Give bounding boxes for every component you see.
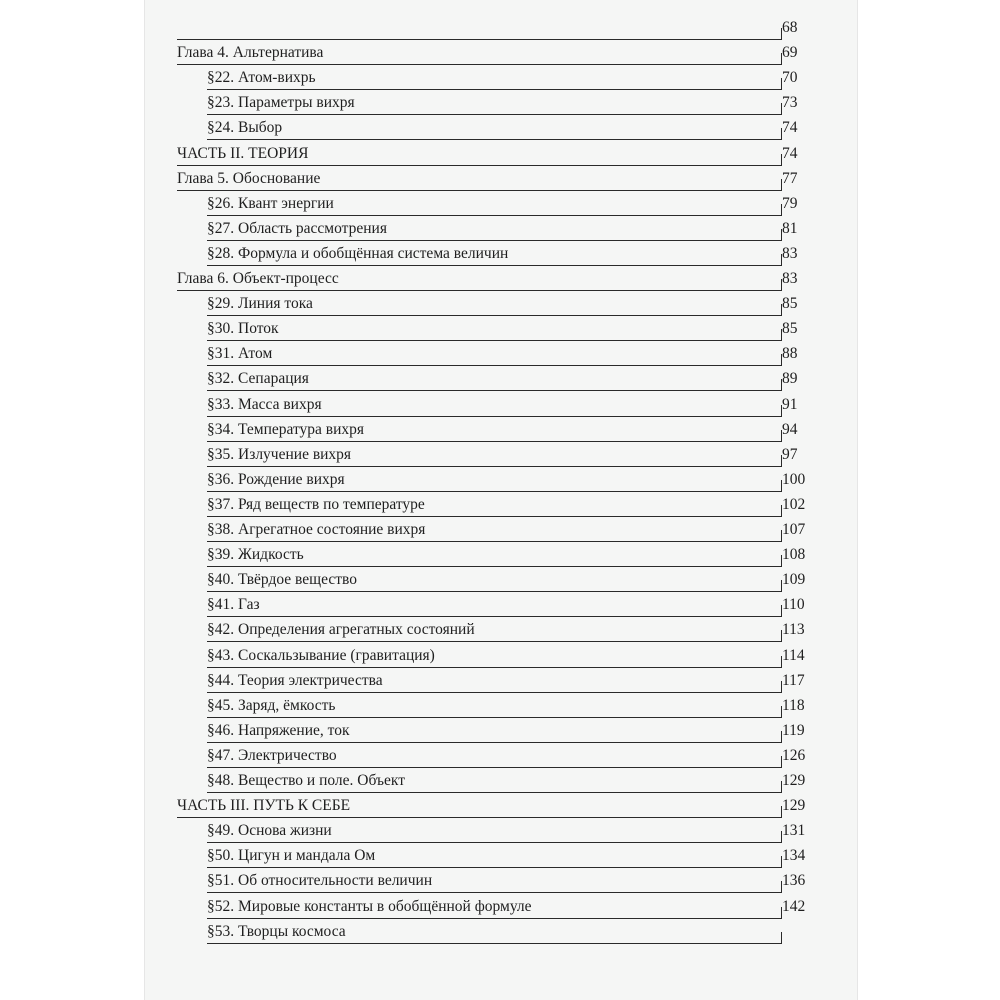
leader-line [207, 591, 781, 592]
toc-page-number: 102 [782, 495, 806, 513]
toc-entry-title: §41. Газ [207, 596, 260, 614]
toc-page-number: 126 [782, 746, 806, 764]
toc-entry-title: Глава 6. Объект-процесс [177, 270, 339, 287]
toc-entry-title: §26. Квант энергии [207, 194, 334, 212]
leader-line [207, 667, 781, 668]
toc-page-number: 131 [782, 822, 806, 840]
leader-line [207, 767, 781, 768]
leader-line [207, 541, 781, 542]
toc-row [145, 43, 857, 67]
toc-entry-title: §24. Выбор [207, 119, 283, 137]
toc-row [145, 395, 857, 419]
toc-page-number: 88 [782, 345, 798, 363]
toc-row [145, 821, 857, 845]
leader-line [207, 692, 781, 693]
toc-row [145, 646, 857, 670]
toc-entry-title: §38. Агрегатное состояние вихря [207, 521, 426, 538]
toc-page-number: 77 [782, 169, 798, 187]
toc-row [145, 620, 857, 644]
toc-entry-title: §48. Вещество и поле. Объект [207, 772, 405, 789]
toc-entry-title: §46. Напряжение, ток [207, 721, 350, 739]
toc-row [145, 144, 857, 168]
toc-entry-title: §42. Определения агрегатных состояний [207, 621, 475, 639]
toc-page-number: 74 [782, 119, 798, 137]
toc-entry-title: §50. Цигун и мандала Ом [207, 847, 376, 865]
toc-row [145, 746, 857, 770]
leader-line [177, 64, 781, 65]
toc-page-number: 91 [782, 395, 798, 413]
toc-entry-title: §39. Жидкость [207, 546, 304, 564]
toc-row [145, 897, 857, 921]
toc-page-number: 109 [782, 571, 806, 589]
leader-line [207, 616, 781, 617]
toc-row [145, 294, 857, 318]
toc-entry-title: §44. Теория электричества [207, 671, 383, 689]
leader-line [207, 365, 781, 366]
toc-row [145, 319, 857, 343]
toc-page-number: 68 [782, 19, 798, 36]
leader-line [207, 215, 781, 216]
toc-row [145, 194, 857, 218]
toc-row [145, 445, 857, 469]
toc-page-number: 69 [782, 44, 798, 62]
leader-line [177, 190, 781, 191]
toc-entry-title: Глава 4. Альтернатива [177, 44, 324, 62]
toc-entry-title: §51. Об относительности величин [207, 872, 433, 890]
leader-line [207, 943, 781, 944]
toc-row [145, 721, 857, 745]
toc-entry-title: §34. Температура вихря [207, 420, 365, 438]
toc-page-number: 129 [782, 772, 806, 789]
toc-row [145, 420, 857, 444]
toc-page-number: 114 [782, 646, 805, 664]
toc-row [145, 846, 857, 870]
toc-entry-title: ЧАСТЬ III. ПУТЬ К СЕБЕ [177, 797, 351, 815]
table-of-contents [145, 0, 857, 1000]
toc-row [145, 369, 857, 393]
toc-entry-title: §35. Излучение вихря [207, 445, 352, 463]
toc-page-number: 100 [782, 470, 806, 488]
leader-line [207, 742, 781, 743]
toc-entry-title: §37. Ряд веществ по температуре [207, 495, 425, 513]
toc-row [145, 244, 857, 268]
toc-entry-title: ЧАСТЬ II. ТЕОРИЯ [177, 144, 309, 162]
toc-page-number: 81 [782, 219, 798, 237]
toc-entry-title: Глава 5. Обоснование [177, 169, 321, 187]
toc-row [145, 545, 857, 569]
toc-entry-title: §27. Область рассмотрения [207, 219, 387, 237]
toc-entry-title: §33. Масса вихря [207, 395, 322, 413]
toc-page-number: 94 [782, 420, 798, 438]
toc-page-number: 136 [782, 872, 806, 890]
toc-page-number: 110 [782, 596, 805, 614]
toc-row [145, 696, 857, 720]
leader-line [207, 491, 781, 492]
leader-line [207, 641, 781, 642]
toc-entry-title: §23. Параметры вихря [207, 94, 355, 112]
book-page [145, 0, 857, 1000]
toc-page-number: 129 [782, 797, 806, 815]
toc-row [145, 520, 857, 544]
leader-line [177, 165, 781, 166]
toc-row [145, 871, 857, 895]
toc-entry-title: §52. Мировые константы в обобщённой формуле [207, 897, 532, 915]
toc-page-number: 89 [782, 370, 798, 388]
toc-page-number: 97 [782, 445, 798, 463]
toc-entry-title: §40. Твёрдое вещество [207, 571, 357, 589]
toc-page-number: 113 [782, 621, 805, 639]
toc-row [145, 68, 857, 92]
leader-line [207, 566, 781, 567]
toc-row [145, 344, 857, 368]
toc-row [145, 18, 857, 42]
toc-page-number: 83 [782, 270, 798, 287]
toc-page-number: 119 [782, 721, 805, 739]
leader-line [177, 817, 781, 818]
leader-line [207, 516, 781, 517]
toc-row [145, 269, 857, 293]
toc-row [145, 796, 857, 820]
leader-line [207, 441, 781, 442]
toc-page-number: 79 [782, 194, 798, 212]
leader-line [207, 340, 781, 341]
toc-page-number: 85 [782, 320, 798, 338]
toc-entry-title: §31. Атом [207, 345, 273, 363]
toc-row [145, 169, 857, 193]
toc-entry-title: §49. Основа жизни [207, 822, 332, 840]
leader-line [207, 792, 781, 793]
toc-entry-title: §43. Соскальзывание (гравитация) [207, 646, 435, 664]
toc-entry-title: §29. Линия тока [207, 295, 313, 313]
leader-line [207, 89, 781, 90]
leader-line [207, 867, 781, 868]
toc-row [145, 118, 857, 142]
toc-row [145, 570, 857, 594]
toc-row [145, 495, 857, 519]
toc-page-number: 117 [782, 671, 805, 689]
leader-line [207, 139, 781, 140]
toc-entry-title: §32. Сепарация [207, 370, 309, 388]
toc-row [145, 771, 857, 795]
toc-row [145, 595, 857, 619]
leader-line [207, 240, 781, 241]
toc-entry-title: §28. Формула и обобщённая система величин [207, 244, 509, 262]
leader-line [207, 918, 781, 919]
toc-page-number: 74 [782, 144, 798, 162]
toc-entry-title: §45. Заряд, ёмкость [207, 696, 336, 714]
toc-entry-title: §53. Творцы космоса [207, 922, 346, 940]
toc-row [145, 93, 857, 117]
toc-page-number: 108 [782, 546, 806, 564]
leader-line [207, 466, 781, 467]
toc-entry-title: §47. Электричество [207, 746, 337, 764]
leader-line [177, 39, 781, 40]
toc-row [145, 922, 857, 946]
leader-line [207, 390, 781, 391]
toc-entry-title: §22. Атом-вихрь [207, 69, 316, 87]
toc-page-number: 118 [782, 696, 805, 714]
leader-line [207, 842, 781, 843]
toc-row [145, 219, 857, 243]
leader-divider [781, 932, 782, 944]
leader-line [207, 416, 781, 417]
toc-row [145, 470, 857, 494]
toc-page-number: 134 [782, 847, 806, 865]
leader-line [177, 290, 781, 291]
leader-line [207, 114, 781, 115]
toc-page-number: 70 [782, 69, 798, 87]
toc-entry-title: §30. Поток [207, 320, 279, 338]
toc-page-number: 142 [782, 897, 806, 915]
leader-line [207, 892, 781, 893]
toc-page-number: 73 [782, 94, 798, 112]
toc-entry-title: §36. Рождение вихря [207, 470, 345, 488]
toc-page-number: 107 [782, 521, 806, 538]
leader-line [207, 717, 781, 718]
leader-line [207, 265, 781, 266]
toc-page-number: 85 [782, 295, 798, 313]
toc-page-number: 83 [782, 244, 798, 262]
leader-line [207, 315, 781, 316]
toc-row [145, 671, 857, 695]
